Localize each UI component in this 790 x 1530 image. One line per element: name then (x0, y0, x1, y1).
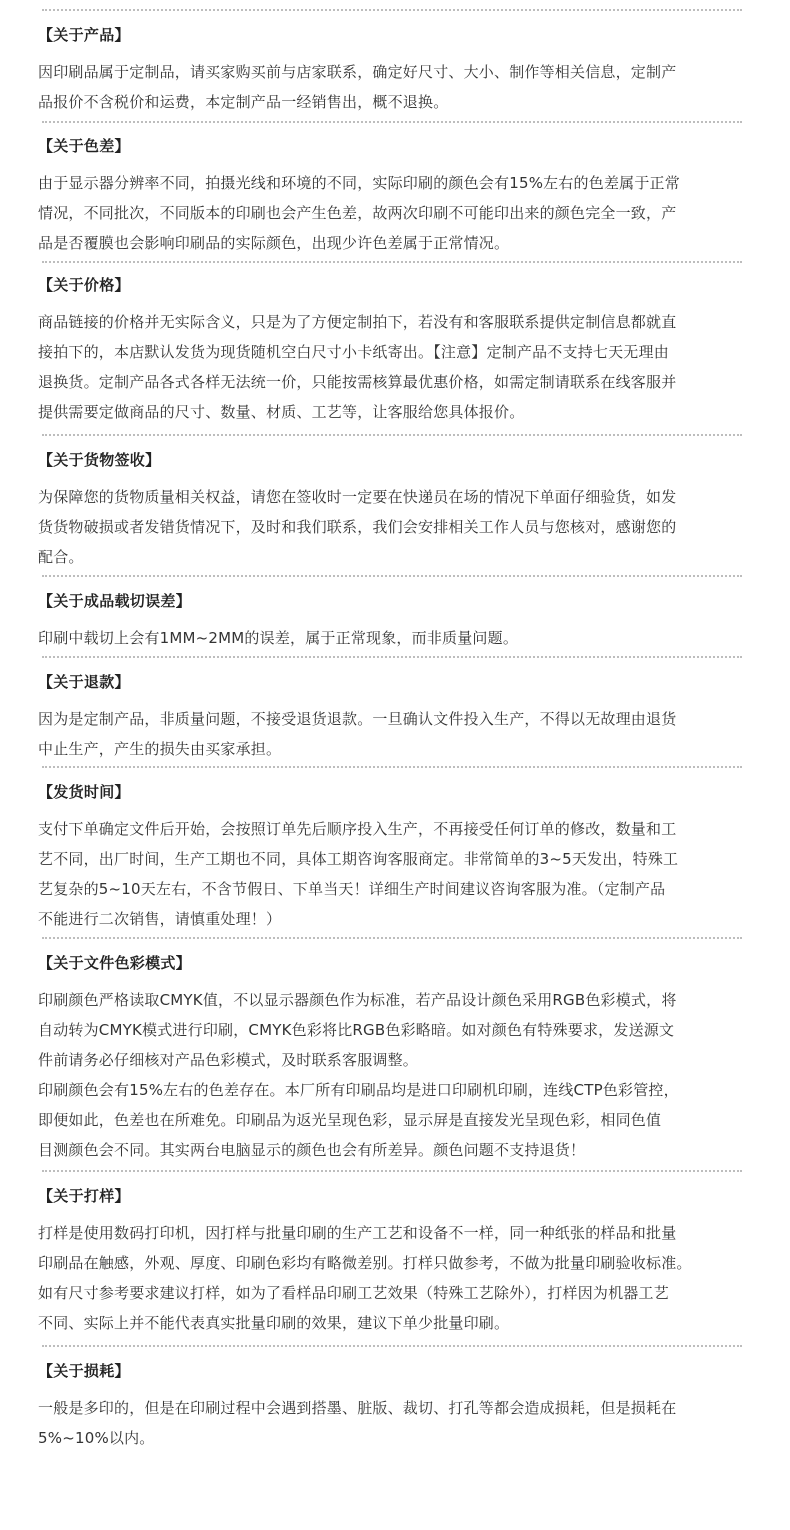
section-body (38, 985, 758, 1165)
body-line: 接拍下的，本店默认发货为现货随机空白尺寸小卡纸寄出。【注意】定制产品不支持七天无理由 (38, 343, 669, 361)
section-divider (42, 1170, 742, 1172)
section-product (38, 25, 758, 117)
body-line: 不能进行二次销售，请慎重处理！） (38, 910, 282, 928)
section-receipt (38, 450, 758, 572)
section-title: 【关于损耗】 (38, 1362, 130, 1380)
section-wastage (38, 1361, 758, 1453)
section-color-difference (38, 136, 758, 258)
section-body (38, 704, 758, 764)
body-line: 艺不同，出厂时间，生产工期也不同，具体工期咨询客服商定。非常简单的3~5天发出，特殊工 (38, 850, 679, 868)
body-line: 货货物破损或者发错货情况下，及时和我们联系，我们会安排相关工作人员与您核对，感谢您的 (38, 518, 677, 536)
section-title: 【关于产品】 (38, 26, 130, 44)
body-line: 由于显示器分辨率不同，拍摄光线和环境的不同，实际印刷的颜色会有15%左右的色差属于正常 (38, 174, 680, 192)
section-shipping-time (38, 782, 758, 934)
body-line: 配合。 (38, 548, 84, 566)
section-price (38, 275, 758, 427)
body-line: 情况，不同批次，不同版本的印刷也会产生色差，故两次印刷不可能印出来的颜色完全一致，产 (38, 204, 677, 222)
body-line: 支付下单确定文件后开始，会按照订单先后顺序投入生产，不再接受任何订单的修改，数量和工 (38, 820, 677, 838)
body-line: 目测颜色会不同。其实两台电脑显示的颜色也会有所差异。颜色问题不支持退货！ (38, 1141, 586, 1159)
section-title: 【发货时间】 (38, 783, 130, 801)
section-body (38, 623, 758, 653)
section-divider (42, 766, 742, 768)
section-color-mode (38, 953, 758, 1165)
body-line: 印刷品在触感，外观、厚度、印刷色彩均有略微差别。打样只做参考，不做为批量印刷验收标准。 (38, 1254, 692, 1272)
section-divider (42, 656, 742, 658)
section-body (38, 482, 758, 572)
body-line: 因为是定制产品，非质量问题，不接受退货退款。一旦确认文件投入生产，不得以无故理由退货 (38, 710, 677, 728)
section-title: 【关于货物签收】 (38, 451, 161, 469)
section-refund (38, 672, 758, 764)
section-proofing (38, 1186, 758, 1338)
section-title: 【关于成品载切误差】 (38, 592, 192, 610)
body-line: 印刷中载切上会有1MM~2MM的误差，属于正常现象，而非质量问题。 (38, 629, 519, 647)
body-line: 中止生产，产生的损失由买家承担。 (38, 740, 282, 758)
section-title: 【关于价格】 (38, 276, 130, 294)
section-body (38, 57, 758, 117)
body-line: 印刷颜色会有15%左右的色差存在。本厂所有印刷品均是进口印刷机印刷，连线CTP色彩管控， (38, 1081, 679, 1099)
body-line: 一般是多印的，但是在印刷过程中会遇到搭墨、脏版、裁切、打孔等都会造成损耗，但是损耗在 (38, 1399, 677, 1417)
section-body (38, 1218, 758, 1338)
body-line: 件前请务必仔细核对产品色彩模式，及时联系客服调整。 (38, 1051, 419, 1069)
section-body (38, 1393, 758, 1453)
section-body (38, 168, 758, 258)
section-title: 【关于打样】 (38, 1187, 130, 1205)
section-body (38, 307, 758, 427)
body-line: 品是否覆膜也会影响印刷品的实际颜色，出现少许色差属于正常情况。 (38, 234, 510, 252)
body-line: 5%~10%以内。 (38, 1429, 155, 1447)
body-line: 如有尺寸参考要求建议打样，如为了看样品印刷工艺效果（特殊工艺除外），打样因为机器工艺 (38, 1284, 669, 1302)
section-cutting-error (38, 591, 758, 653)
body-line: 提供需要定做商品的尺寸、数量、材质、工艺等，让客服给您具体报价。 (38, 403, 525, 421)
body-line: 退换货。定制产品各式各样无法统一价，只能按需核算最优惠价格，如需定制请联系在线客服并 (38, 373, 677, 391)
section-divider (42, 434, 742, 436)
section-divider (42, 937, 742, 939)
section-title: 【关于退款】 (38, 673, 130, 691)
section-title: 【关于文件色彩模式】 (38, 954, 192, 972)
body-line: 印刷颜色严格读取CMYK值，不以显示器颜色作为标准，若产品设计颜色采用RGB色彩模式，将 (38, 991, 677, 1009)
section-body (38, 814, 758, 934)
body-line: 为保障您的货物质量相关权益，请您在签收时一定要在快递员在场的情况下单面仔细验货，如发 (38, 488, 677, 506)
body-line: 即便如此，色差也在所难免。印刷品为返光呈现色彩，显示屏是直接发光呈现色彩，相同色值 (38, 1111, 662, 1129)
body-line: 品报价不含税价和运费，本定制产品一经销售出，概不退换。 (38, 93, 449, 111)
section-divider (42, 575, 742, 577)
body-line: 打样是使用数码打印机，因打样与批量印刷的生产工艺和设备不一样，同一种纸张的样品和批量 (38, 1224, 677, 1242)
section-divider (42, 261, 742, 263)
body-line: 商品链接的价格并无实际含义，只是为了方便定制拍下，若没有和客服联系提供定制信息都就直 (38, 313, 677, 331)
section-divider (42, 9, 742, 11)
section-title: 【关于色差】 (38, 137, 130, 155)
section-divider (42, 1345, 742, 1347)
body-line: 不同、实际上并不能代表真实批量印刷的效果，建议下单少批量印刷。 (38, 1314, 510, 1332)
body-line: 因印刷品属于定制品，请买家购买前与店家联系，确定好尺寸、大小、制作等相关信息，定制产 (38, 63, 677, 81)
section-divider (42, 121, 742, 123)
body-line: 艺复杂的5~10天左右，不含节假日、下单当天！详细生产时间建议咨询客服为准。（定制产品 (38, 880, 666, 898)
body-line: 自动转为CMYK模式进行印刷，CMYK色彩将比RGB色彩略暗。如对颜色有特殊要求，发送源文 (38, 1021, 675, 1039)
